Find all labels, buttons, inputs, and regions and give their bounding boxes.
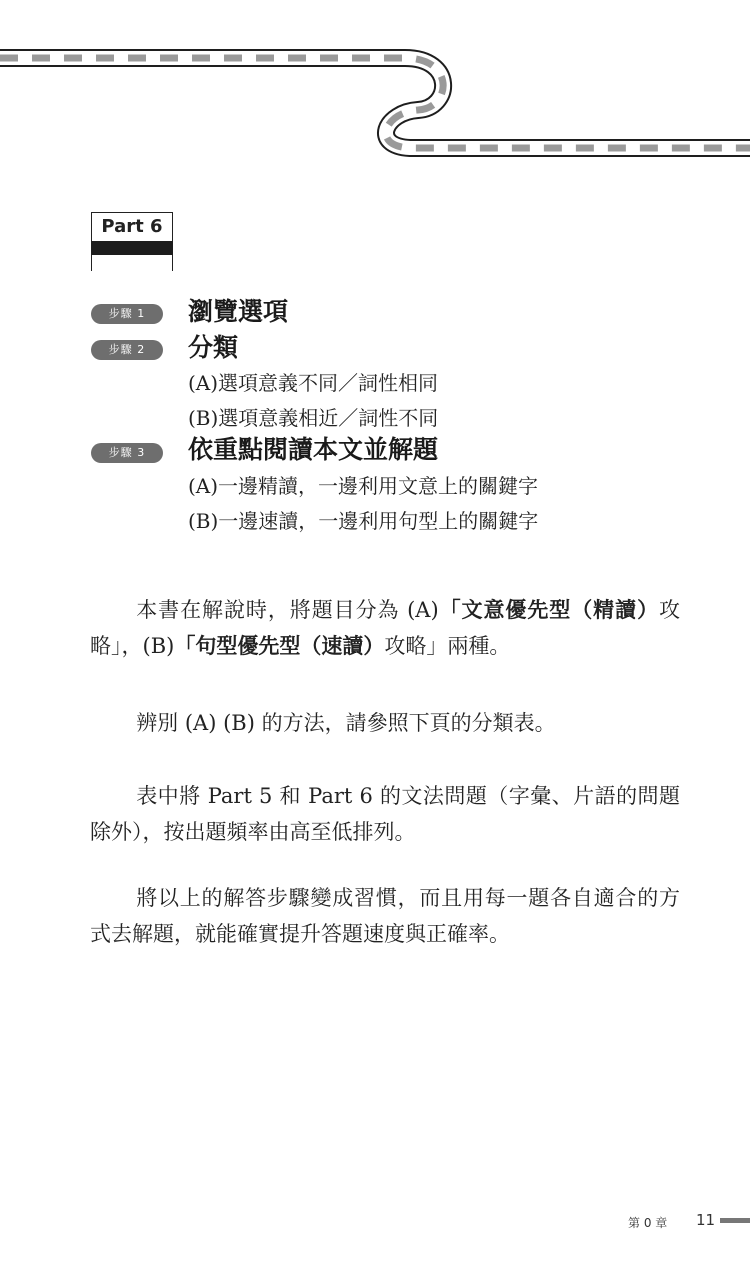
paragraph-text: 本書在解說時，將題目分為 (A)	[136, 598, 439, 622]
footer-bar	[720, 1218, 750, 1223]
step-2-option-b: (B)選項意義相近／詞性不同	[188, 406, 439, 430]
road-dashes	[0, 58, 750, 148]
step-2-option-a: (A)選項意義不同／詞性相同	[188, 371, 439, 395]
paragraph-table-note: 表中將 Part 5 和 Part 6 的文法問題（字彙、片語的問題除外），按出題頻率由高至低排列。	[90, 784, 680, 844]
step-3-badge: 步驟 3	[91, 443, 163, 463]
step-3-title: 依重點閱讀本文並解題	[188, 435, 439, 464]
part-label: Part 6	[91, 212, 173, 241]
part-header-stand	[91, 255, 173, 271]
road-fill	[0, 58, 750, 148]
part-header	[91, 212, 173, 272]
highlight-reading-type: 「文意優先型（精讀）	[438, 598, 660, 622]
step-1-badge: 步驟 1	[91, 304, 163, 324]
step-3-option-b: (B)一邊速讀，一邊利用句型上的關鍵字	[188, 509, 539, 533]
step-3-option-a: (A)一邊精讀，一邊利用文意上的關鍵字	[188, 474, 539, 498]
road-outline	[0, 58, 750, 148]
highlight-grammar-type: 「句型優先型（速讀）	[174, 634, 385, 658]
paragraph-text: 攻略」，(B)	[90, 598, 681, 658]
step-2-badge: 步驟 2	[91, 340, 163, 360]
step-1-title: 瀏覽選項	[188, 297, 289, 326]
paragraph-habit: 將以上的解答步驟變成習慣，而且用每一題各自適合的方式去解題，就能確實提升答題速度與正確率。	[90, 886, 680, 946]
decorative-road-banner	[0, 0, 750, 170]
footer-chapter: 第 0 章	[628, 1216, 668, 1230]
paragraph-classification-ref: 辨別 (A) (B) 的方法，請參照下頁的分類表。	[136, 711, 556, 735]
paragraph-strategy-types	[90, 592, 680, 664]
part-header-bar	[91, 241, 173, 255]
paragraph-text: 攻略」兩種。	[384, 634, 511, 658]
step-2-title: 分類	[188, 333, 239, 362]
page-number: 11	[696, 1211, 716, 1229]
